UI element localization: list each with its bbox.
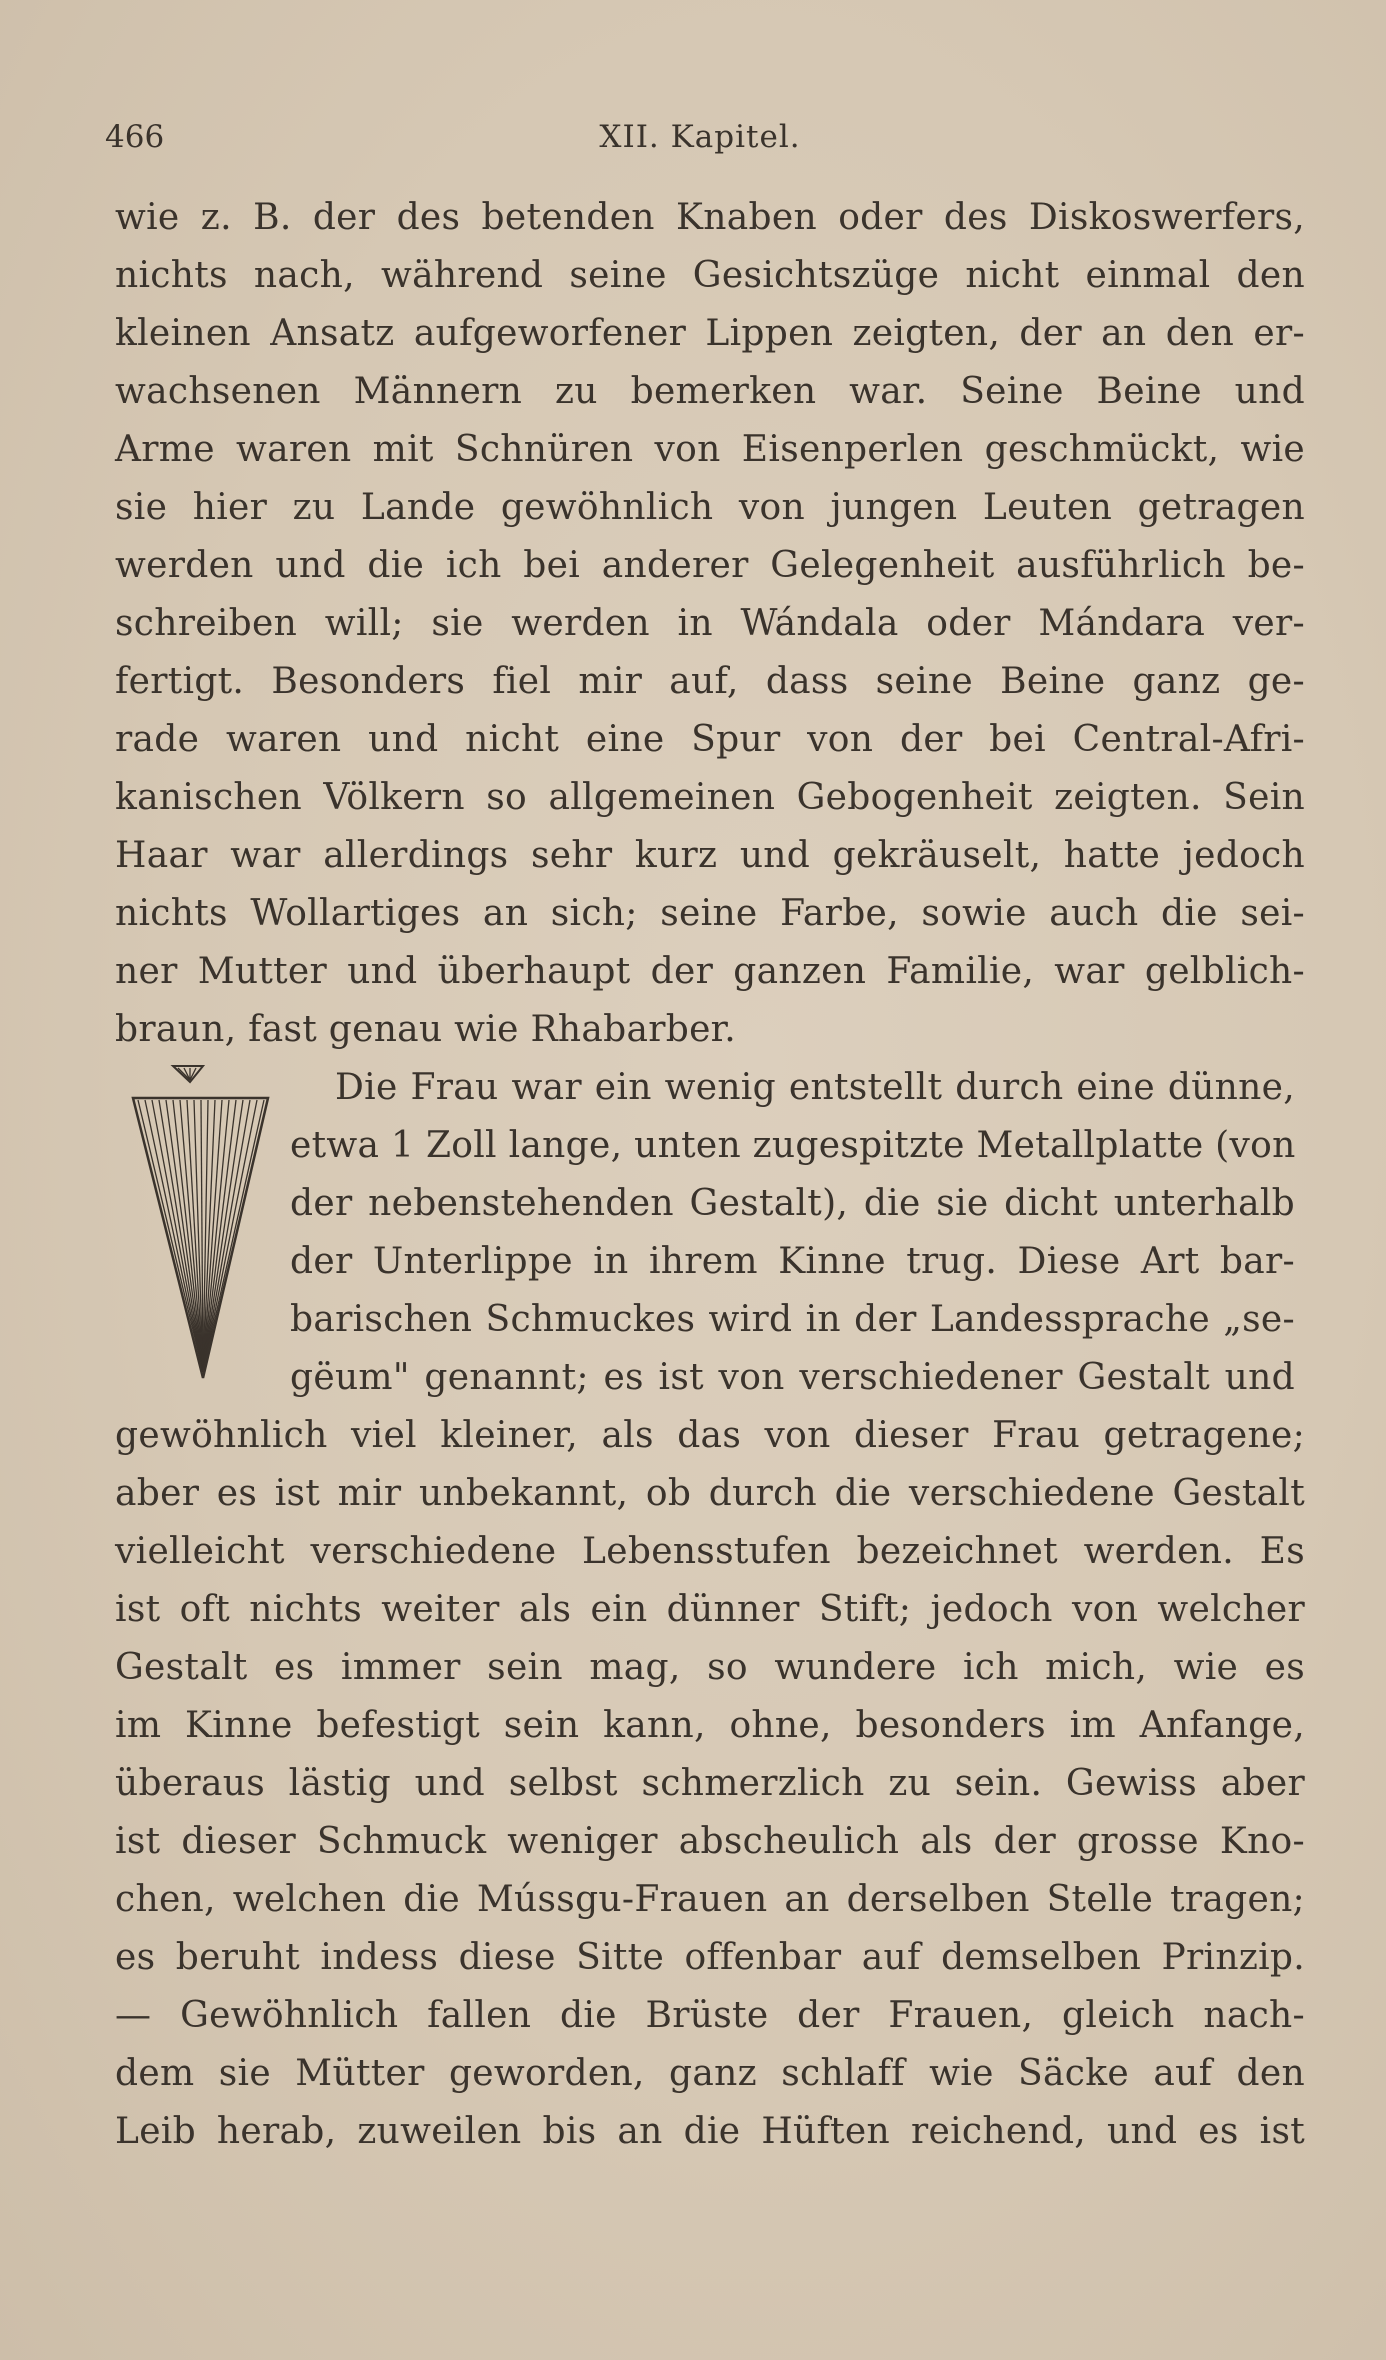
page-header	[105, 112, 1295, 162]
text-line: Gestalt es immer sein mag, so wundere ich mich, wie es	[115, 1647, 1305, 1688]
text-line: etwa 1 Zoll lange, unten zugespitzte Metallplatte (von	[290, 1125, 1296, 1166]
text-line: aber es ist mir unbekannt, ob durch die verschiedene Gestalt	[115, 1473, 1305, 1514]
text-line: überaus lästig und selbst schmerzlich zu sein. Gewiss aber	[115, 1763, 1305, 1804]
text-line: fertigt. Besonders fiel mir auf, dass seine Beine ganz ge-	[115, 661, 1305, 702]
text-line: ist oft nichts weiter als ein dünner Stift; jedoch von welcher	[115, 1589, 1305, 1630]
text-line: — Gewöhnlich fallen die Brüste der Frauen, gleich nach-	[115, 1995, 1305, 2036]
text-line: dem sie Mütter geworden, ganz schlaff wie Säcke auf den	[115, 2053, 1305, 2094]
text-line: barischen Schmuckes wird in der Landessprache „se-	[290, 1299, 1295, 1340]
text-line: Haar war allerdings sehr kurz und gekräuselt, hatte jedoch	[115, 835, 1305, 876]
text-line: Die Frau war ein wenig entstellt durch eine dünne,	[335, 1067, 1295, 1108]
text-line: im Kinne befestigt sein kann, ohne, besonders im Anfange,	[115, 1705, 1305, 1746]
metal-plate-lip-ornament-icon	[128, 1062, 278, 1382]
text-line: braun, fast genau wie Rhabarber.	[115, 1009, 736, 1050]
text-line: schreiben will; sie werden in Wándala oder Mándara ver-	[115, 603, 1305, 644]
text-line: der nebenstehenden Gestalt), die sie dicht unterhalb	[290, 1183, 1295, 1224]
text-line: wie z. B. der des betenden Knaben oder des Diskoswerfers,	[115, 197, 1305, 238]
text-line: kanischen Völkern so allgemeinen Gebogenheit zeigten. Sein	[115, 777, 1305, 818]
text-line: nichts Wollartiges an sich; seine Farbe, sowie auch die sei-	[115, 893, 1305, 934]
text-line: vielleicht verschiedene Lebensstufen bezeichnet werden. Es	[115, 1531, 1305, 1572]
text-line: rade waren und nicht eine Spur von der bei Central-Afri-	[115, 719, 1305, 760]
text-line: sie hier zu Lande gewöhnlich von jungen Leuten getragen	[115, 487, 1305, 528]
text-line: gewöhnlich viel kleiner, als das von dieser Frau getragene;	[115, 1415, 1305, 1456]
text-line: werden und die ich bei anderer Gelegenheit ausführlich be-	[115, 545, 1305, 586]
text-line: der Unterlippe in ihrem Kinne trug. Diese Art bar-	[290, 1241, 1295, 1282]
text-line: es beruht indess diese Sitte offenbar auf demselben Prinzip.	[115, 1937, 1305, 1978]
text-line: wachsenen Männern zu bemerken war. Seine Beine und	[115, 371, 1305, 412]
text-line: Leib herab, zuweilen bis an die Hüften reichend, und es ist	[115, 2111, 1305, 2152]
running-head: XII. Kapitel.	[599, 119, 801, 155]
page-number: 466	[105, 119, 165, 155]
text-line: gëum" genannt; es ist von verschiedener Gestalt und	[290, 1357, 1295, 1398]
text-line: ist dieser Schmuck weniger abscheulich als der grosse Kno-	[115, 1821, 1305, 1862]
text-line: chen, welchen die Mússgu-Frauen an derselben Stelle tragen;	[115, 1879, 1305, 1920]
text-line: Arme waren mit Schnüren von Eisenperlen geschmückt, wie	[115, 429, 1305, 470]
text-line: kleinen Ansatz aufgeworfener Lippen zeigten, der an den er-	[115, 313, 1305, 354]
text-line: nichts nach, während seine Gesichtszüge nicht einmal den	[115, 255, 1305, 296]
text-line: ner Mutter und überhaupt der ganzen Familie, war gelblich-	[115, 951, 1305, 992]
